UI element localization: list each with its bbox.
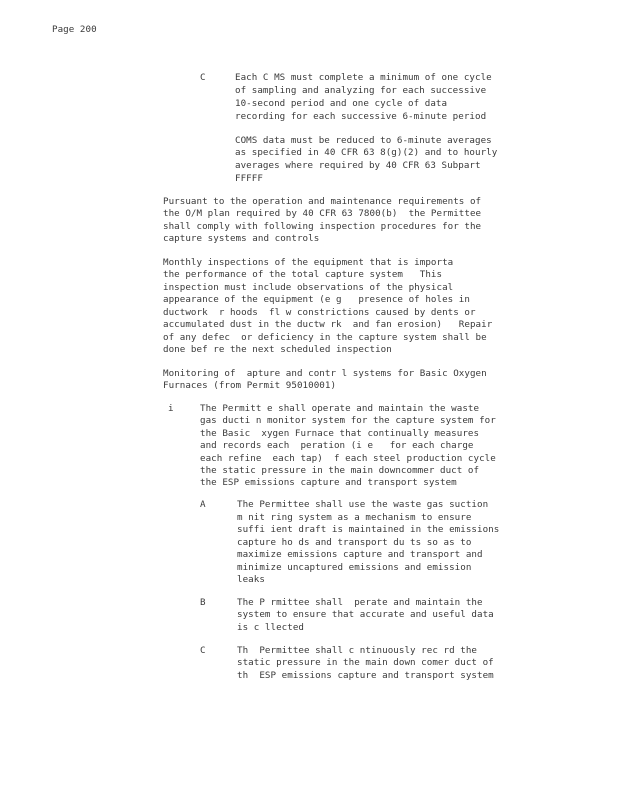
text-line: system to ensure that accurate and useful data	[237, 609, 494, 620]
text-line: 10-second period and one cycle of data	[235, 98, 448, 109]
text-line: th ESP emissions capture and transport system	[237, 670, 494, 681]
text-line: inspection must include observations of the physical	[163, 282, 454, 293]
text-line: Pursuant to the operation and maintenance requirements of	[163, 196, 482, 207]
text-line: the static pressure in the main downcommer duct of	[200, 465, 480, 476]
text-line: the Basic xygen Furnace that continually measures	[200, 428, 480, 439]
text-line: accumulated dust in the ductw rk and fan erosion) Repair	[163, 319, 493, 330]
text-line: the ESP emissions capture and transport system	[200, 477, 457, 488]
text-line: suffi ient draft is maintained in the emissions	[237, 524, 500, 535]
text-line: the performance of the total capture system This	[163, 269, 443, 280]
text-line: of any defec or deficiency in the capture system shall be	[163, 332, 487, 343]
text-line: gas ducti n monitor system for the capture system for	[200, 415, 496, 426]
item-i-marker: i	[168, 403, 174, 414]
text-line: static pressure in the main down comer duct of	[237, 657, 494, 668]
sub-c-marker: C	[200, 645, 206, 656]
text-line: the O/M plan required by 40 CFR 63 7800(b) the Permittee	[163, 208, 482, 219]
text-line: capture systems and controls	[163, 233, 320, 244]
text-line: The Permittee shall use the waste gas suction	[237, 499, 489, 510]
page-number: Page 200	[52, 24, 97, 35]
sub-b-marker: B	[200, 597, 206, 608]
text-line: m nit ring system as a mechanism to ensure	[237, 512, 472, 523]
text-line: done bef re the next scheduled inspection	[163, 344, 392, 355]
text-line: each refine each tap) f each steel production cycle	[200, 453, 496, 464]
text-line: averages where required by 40 CFR 63 Subpart	[235, 160, 481, 171]
text-line: leaks	[237, 574, 265, 585]
text-line: Each C MS must complete a minimum of one cycle	[235, 72, 492, 83]
text-line: Th Permittee shall c ntinuously rec rd the	[237, 645, 477, 656]
text-line: maximize emissions capture and transport and	[237, 549, 483, 560]
text-line: as specified in 40 CFR 63 8(g)(2) and to hourly	[235, 147, 498, 158]
text-line: appearance of the equipment (e g presence of holes in	[163, 294, 470, 305]
item-c-top-marker: C	[200, 72, 206, 83]
text-line: of sampling and analyzing for each successive	[235, 85, 487, 96]
text-line: The Permitt e shall operate and maintain the waste	[200, 403, 480, 414]
sub-a-marker: A	[200, 499, 206, 510]
text-line: and records each peration (i e for each charge	[200, 440, 474, 451]
text-line: minimize uncaptured emissions and emission	[237, 562, 472, 573]
text-line: ductwork r hoods fl w constrictions caused by dents or	[163, 307, 476, 318]
text-line: recording for each successive 6-minute period	[235, 111, 487, 122]
text-line: Monitoring of apture and contr l systems for Basic Oxygen	[163, 368, 487, 379]
text-line: FFFFF	[235, 173, 263, 184]
text-line: Furnaces (from Permit 95010001)	[163, 380, 337, 391]
text-line: is c llected	[237, 622, 304, 633]
text-line: shall comply with following inspection procedures for the	[163, 221, 482, 232]
text-line: Monthly inspections of the equipment that is importa	[163, 257, 454, 268]
text-line: capture ho ds and transport du ts so as to	[237, 537, 472, 548]
text-line: COMS data must be reduced to 6-minute averages	[235, 135, 492, 146]
text-line: The P rmittee shall perate and maintain the	[237, 597, 483, 608]
